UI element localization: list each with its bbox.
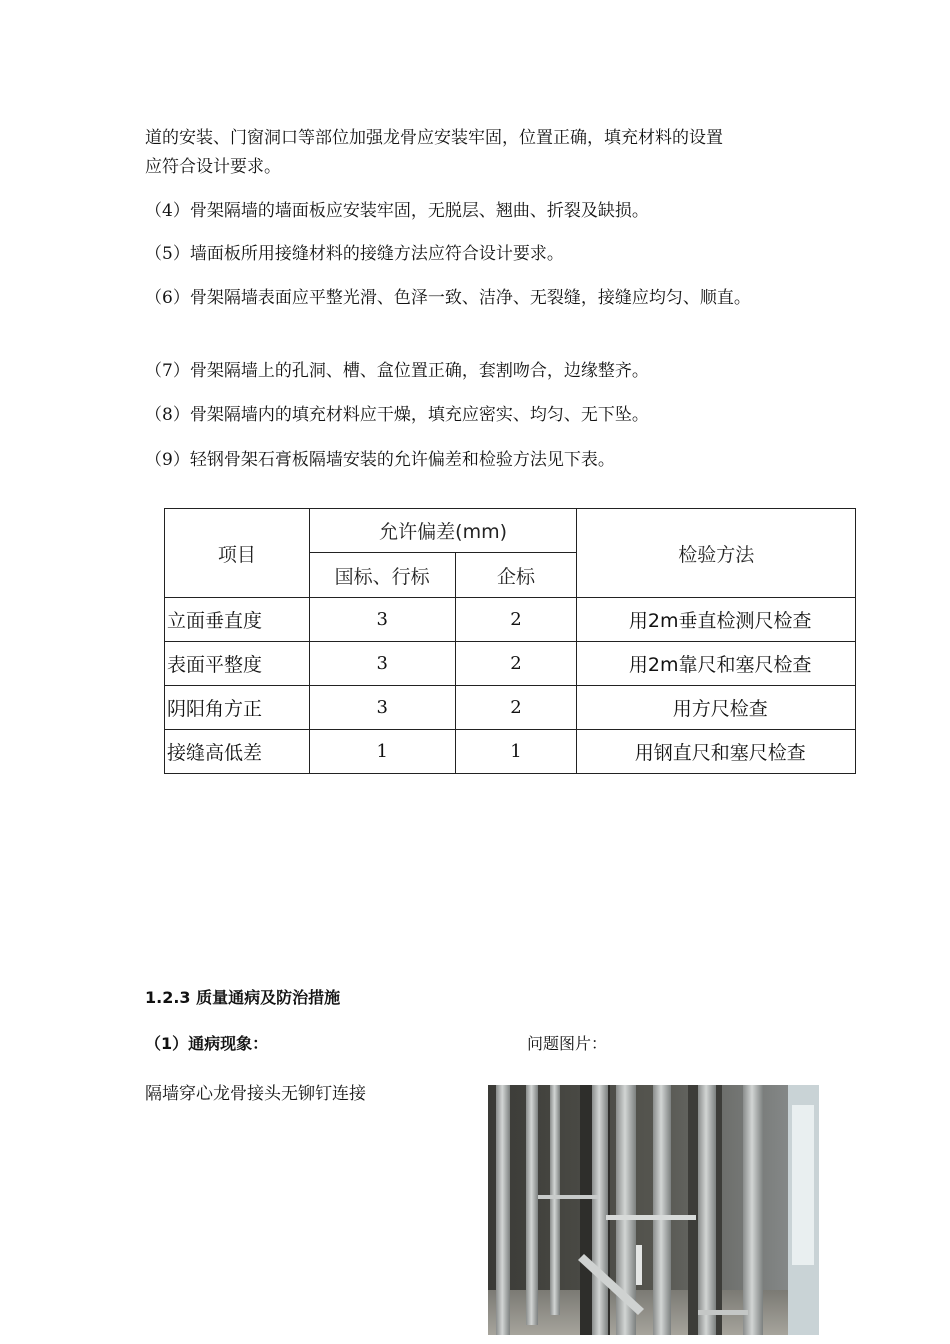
steel-stud-photo-illustration bbox=[488, 1085, 819, 1335]
intro-line-2: 应符合设计要求。 bbox=[145, 157, 281, 177]
section-heading: 1.2.3 质量通病及防治措施 bbox=[145, 988, 341, 1007]
defect-sub-heading: （1）通病现象： bbox=[145, 1034, 269, 1053]
row-enterprise: 1 bbox=[455, 730, 577, 774]
tolerance-table bbox=[164, 508, 856, 774]
requirement-item-9: （9）轻钢骨架石膏板隔墙安装的允许偏差和检验方法见下表。 bbox=[145, 450, 615, 470]
table-header-enterprise: 企标 bbox=[455, 553, 577, 598]
row-national: 3 bbox=[309, 598, 455, 642]
row-national: 1 bbox=[309, 730, 455, 774]
requirement-item-4: （4）骨架隔墙的墙面板应安装牢固，无脱层、翘曲、折裂及缺损。 bbox=[145, 201, 649, 221]
row-national: 3 bbox=[309, 642, 455, 686]
row-enterprise: 2 bbox=[455, 598, 577, 642]
photo-label: 问题图片： bbox=[527, 1034, 608, 1053]
table-header-item: 项目 bbox=[165, 509, 310, 598]
row-enterprise: 2 bbox=[455, 686, 577, 730]
row-method: 用2m靠尺和塞尺检查 bbox=[577, 642, 856, 686]
row-national: 3 bbox=[309, 686, 455, 730]
row-method: 用方尺检查 bbox=[577, 686, 856, 730]
row-method: 用钢直尺和塞尺检查 bbox=[577, 730, 856, 774]
table-row bbox=[165, 642, 856, 686]
row-name: 立面垂直度 bbox=[165, 598, 310, 642]
table-header-national: 国标、行标 bbox=[309, 553, 455, 598]
defect-description: 隔墙穿心龙骨接头无铆钉连接 bbox=[145, 1084, 366, 1104]
requirement-item-6: （6）骨架隔墙表面应平整光滑、色泽一致、洁净、无裂缝，接缝应均匀、顺直。 bbox=[145, 288, 751, 308]
row-name: 表面平整度 bbox=[165, 642, 310, 686]
requirement-item-5: （5）墙面板所用接缝材料的接缝方法应符合设计要求。 bbox=[145, 244, 564, 264]
table-header-deviation: 允许偏差(mm) bbox=[309, 509, 577, 553]
table-row bbox=[165, 730, 856, 774]
table-row bbox=[165, 598, 856, 642]
table-header-method: 检验方法 bbox=[577, 509, 856, 598]
row-enterprise: 2 bbox=[455, 642, 577, 686]
row-name: 接缝高低差 bbox=[165, 730, 310, 774]
intro-line-1: 道的安装、门窗洞口等部位加强龙骨应安装牢固，位置正确，填充材料的设置 bbox=[145, 128, 723, 148]
table-row bbox=[165, 686, 856, 730]
row-name: 阴阳角方正 bbox=[165, 686, 310, 730]
intro-paragraph bbox=[145, 124, 825, 182]
row-method: 用2m垂直检测尺检查 bbox=[577, 598, 856, 642]
requirement-item-8: （8）骨架隔墙内的填充材料应干燥，填充应密实、均匀、无下坠。 bbox=[145, 405, 649, 425]
requirement-item-7: （7）骨架隔墙上的孔洞、槽、盒位置正确，套割吻合，边缘整齐。 bbox=[145, 361, 649, 381]
defect-photo bbox=[488, 1085, 819, 1335]
